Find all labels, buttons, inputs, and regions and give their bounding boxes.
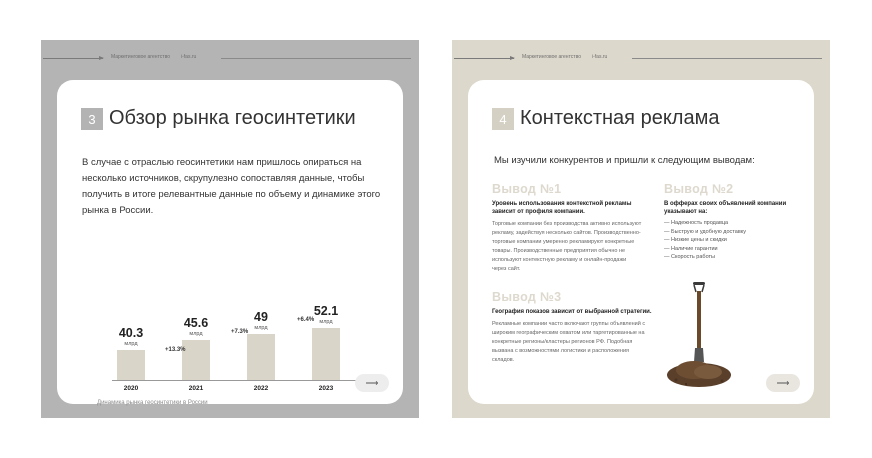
slide-title: Контекстная реклама [520, 107, 720, 129]
arrow-right-icon: ⟶ [776, 377, 790, 388]
conclusion-subtitle: Уровень использования контекстной рекламы зависит от профиля компании. [492, 201, 632, 215]
arrow-line-icon [454, 58, 514, 59]
conclusion-2 [664, 182, 794, 262]
x-tick-label: 2020 [123, 385, 139, 392]
bar-value-label: 40.3 [118, 325, 144, 340]
bar-unit-label: млрд [124, 340, 138, 347]
bar-unit-label: млрд [319, 318, 333, 325]
domain-label: i-fas.ru [181, 54, 197, 60]
intro-text: В случае с отраслью геосинтетики нам пришлось опираться на несколько источников, скрупулезно сопоставляя данные, чтобы получить в итоге релевантные данные по объему и динамике этого рынка в России. [82, 157, 381, 216]
conclusion-title: Вывод №3 [492, 290, 562, 304]
bar-unit-label: млрд [254, 324, 268, 331]
slide-market-overview [41, 40, 419, 418]
chart-bar [312, 328, 340, 380]
arrow-right-icon: ⟶ [365, 377, 379, 388]
chart-bar [117, 350, 145, 380]
x-tick-label: 2023 [318, 385, 334, 392]
next-slide-button[interactable] [766, 374, 800, 392]
slide-context-ads [452, 40, 830, 418]
growth-label: +6.4% [297, 317, 315, 323]
conclusion-body: Торговые компании без производства активно используют рекламу, задействуя несколько сайтов. Производственно-торговые компании умеренно рекламируют конкретные товары. Производственные предприятия обычно не используют контекстную рекламу и онлайн-продажи через сайт. [492, 221, 642, 272]
slide-header [452, 52, 830, 66]
slide-number-badge: 3 [81, 108, 103, 130]
domain-label: i-fas.ru [592, 54, 608, 60]
agency-label: Маркетинговое агентство [522, 54, 581, 60]
slide-card [468, 80, 814, 404]
list-item: — Наличие гарантии [664, 245, 718, 252]
list-item: — Низкие цены и скидки [664, 237, 727, 243]
chart-baseline [112, 380, 357, 381]
conclusion-1 [492, 182, 642, 274]
slide-card [57, 80, 403, 404]
x-tick-label: 2022 [253, 385, 269, 392]
slide-header [41, 52, 419, 66]
chart-caption: Динамика рынка геосинтетики в России [97, 400, 208, 406]
bar-value-label: 49 [254, 309, 268, 324]
bar-value-label: 52.1 [313, 303, 339, 318]
conclusion-3 [492, 290, 652, 365]
bar-value-label: 45.6 [183, 315, 209, 330]
bar-unit-label: млрд [189, 330, 203, 337]
next-slide-button[interactable] [355, 374, 389, 392]
list-item: — Надежность продавца [664, 220, 729, 226]
chart-bar [247, 334, 275, 381]
header-divider [632, 58, 822, 59]
market-bar-chart [77, 220, 397, 400]
intro-text: Мы изучили конкурентов и пришли к следующим выводам: [494, 155, 755, 166]
conclusion-body: Рекламные компании часто включают группы объявлений с широким географическим охватом или таргетированные на конкретные регионы/кластеры регионов РФ. Подобная вызвана с возможностями логистики и расположения складов. [492, 321, 646, 363]
list-item: — Быструю и удобную доставку [664, 228, 746, 235]
conclusion-title: Вывод №2 [664, 182, 734, 196]
advantages-list [664, 219, 794, 262]
growth-label: +7.3% [231, 329, 249, 335]
conclusion-subtitle: В офферах своих объявлений компании указывают на: [664, 201, 787, 215]
growth-label: +13.3% [165, 347, 186, 353]
agency-label: Маркетинговое агентство [111, 54, 170, 60]
list-item: — Скорость работы [664, 254, 715, 260]
chart-bar [182, 340, 210, 380]
x-tick-label: 2021 [188, 385, 204, 392]
conclusion-title: Вывод №1 [492, 182, 562, 196]
conclusion-subtitle: География показов зависит от выбранной стратегии. [492, 309, 652, 315]
arrow-line-icon [43, 58, 103, 59]
header-divider [221, 58, 411, 59]
shovel-in-soil-image [664, 280, 734, 390]
slide-title: Обзор рынка геосинтетики [109, 107, 356, 129]
slide-number-badge: 4 [492, 108, 514, 130]
